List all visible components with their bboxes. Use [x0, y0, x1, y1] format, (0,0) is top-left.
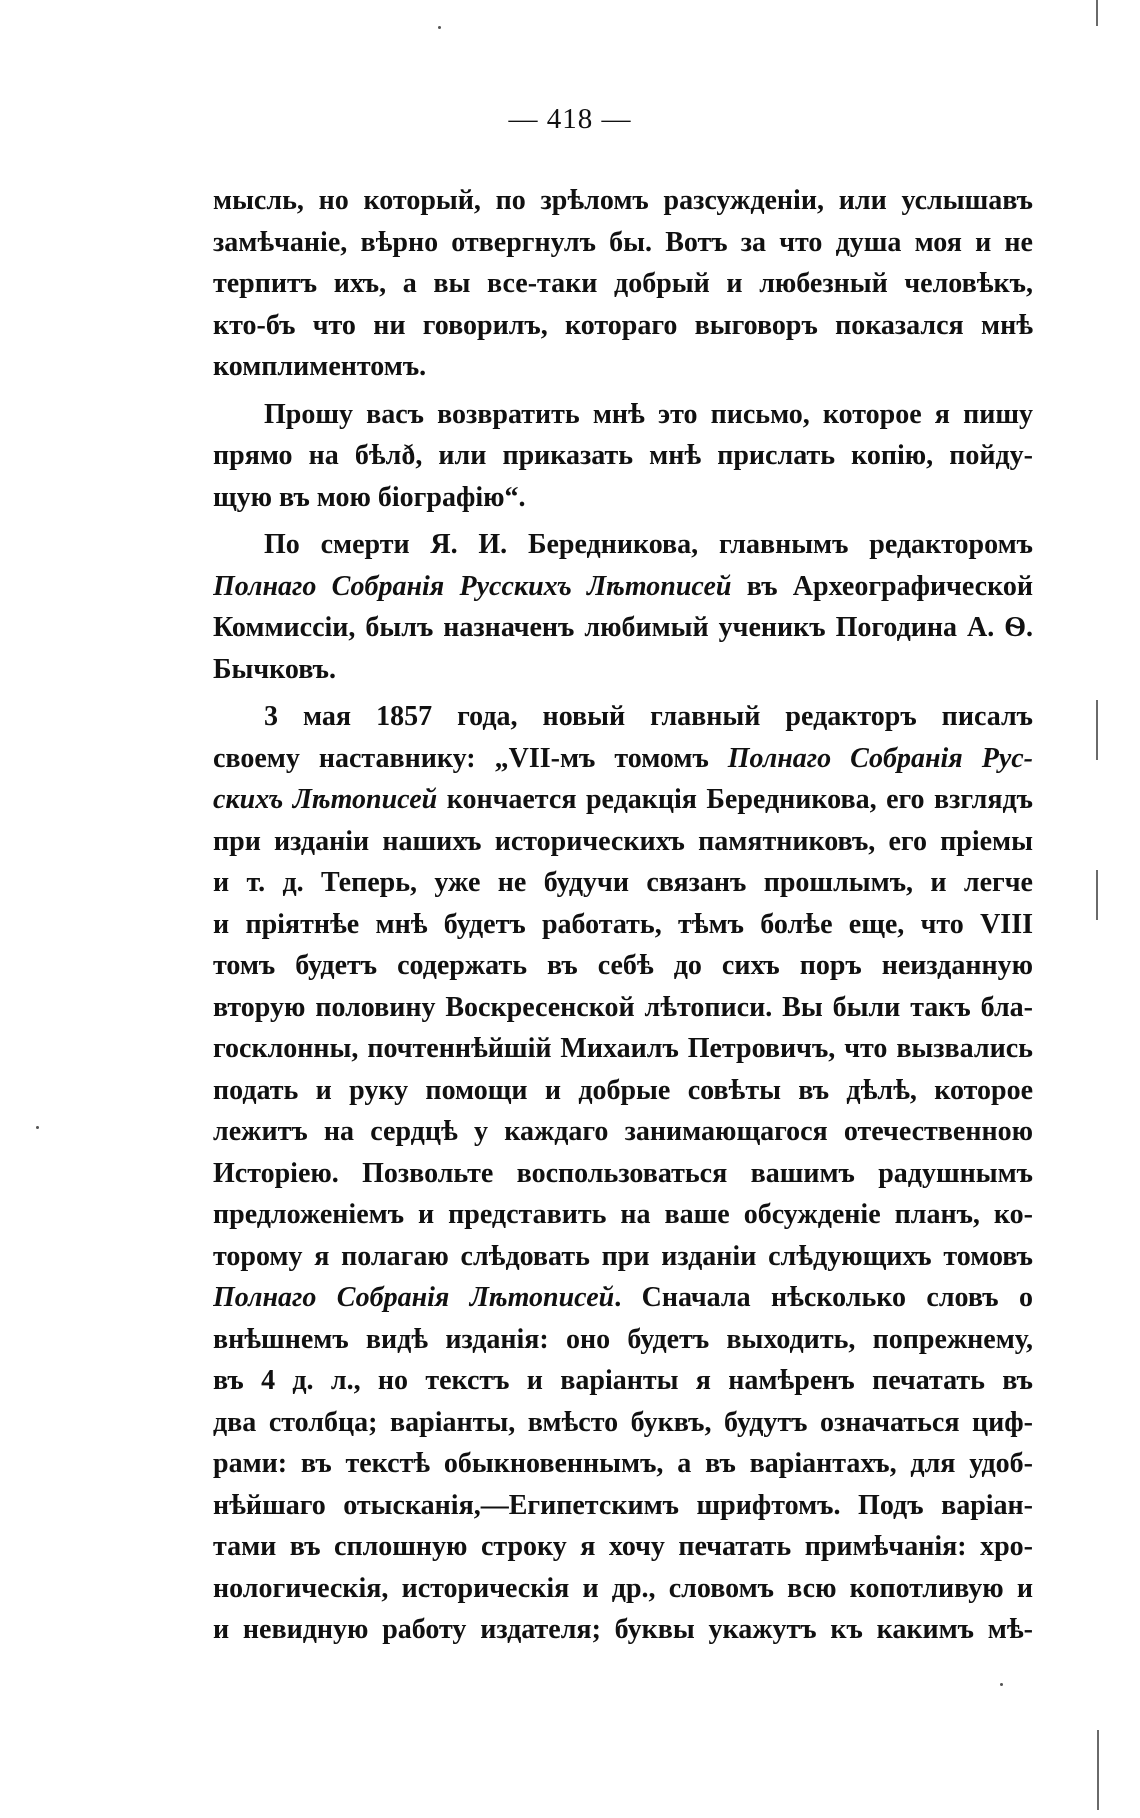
text-line: нѣйшаго отысканія,—Египетскимъ шрифтомъ. Подъ варіан-: [213, 1489, 1033, 1521]
text-line: внѣшнемъ видѣ изданія: оно будетъ выходить, попрежнему,: [213, 1323, 1033, 1355]
text-line: при изданіи нашихъ историческихъ памятниковъ, его пріемы: [213, 825, 1033, 857]
scan-speck: [1000, 1683, 1003, 1686]
text-line: торому я полагаю слѣдовать при изданіи слѣдующихъ томовъ: [213, 1240, 1033, 1272]
italic-title: Полнаго Собранія Рус-: [727, 742, 1033, 774]
scan-margin-line: [1097, 1730, 1099, 1810]
scan-margin-line: [1096, 0, 1098, 26]
text-line: [213, 738, 1033, 780]
text-segment: въ Археографической: [731, 570, 1033, 602]
text-line: [213, 779, 1033, 821]
text-line: вторую половину Воскресенской лѣтописи. Вы были такъ бла-: [213, 991, 1033, 1023]
text-line: замѣчаніе, вѣрно отвергнулъ бы. Вотъ за что душа моя и не: [213, 226, 1033, 258]
text-line: и невидную работу издателя; буквы укажутъ къ какимъ мѣ-: [213, 1614, 1033, 1645]
text-line: Исторіею. Позвольте воспользоваться вашимъ радушнымъ: [213, 1157, 1033, 1189]
text-line: [213, 566, 1033, 608]
scan-speck: [438, 26, 441, 29]
scan-speck: [36, 1126, 39, 1129]
italic-title: Полнаго Собранія Русскихъ Лѣтописей: [213, 570, 732, 602]
text-line: прямо на бѣлð, или приказать мнѣ прислать копію, пойду-: [213, 440, 1033, 471]
text-segment: кончается редакція Бередникова, его взглядъ: [437, 784, 1033, 815]
page-number: — 418 —: [508, 103, 632, 135]
text-line: тами въ сплошную строку я хочу печатать примѣчанія: хро-: [213, 1531, 1033, 1562]
text-line: два столбца; варіанты, вмѣсто буквъ, будутъ означаться циф-: [213, 1406, 1033, 1438]
text-line: щую въ мою біографію“.: [213, 481, 526, 513]
text-line: подать и руку помощи и добрые совѣты въ дѣлѣ, которое: [213, 1074, 1033, 1106]
text-line: и пріятнѣе мнѣ будетъ работать, тѣмъ болѣе еще, что VIII: [213, 908, 1033, 940]
italic-title: Полнаго Собранія Лѣтописей: [213, 1282, 615, 1313]
text-line: госклонны, почтеннѣйшій Михаилъ Петровичъ, что вызвались: [213, 1033, 1033, 1064]
text-line: [213, 1277, 1033, 1319]
text-line: комплиментомъ.: [213, 351, 427, 382]
body-text: [213, 180, 1033, 1651]
italic-title: скихъ Лѣтописей: [213, 784, 438, 815]
text-line: томъ будетъ содержать въ себѣ до сихъ поръ неизданную: [213, 950, 1033, 981]
text-line: терпитъ ихъ, а вы все-таки добрый и любезный человѣкъ,: [213, 268, 1033, 299]
text-segment: . Сначала нѣсколько словъ о: [614, 1282, 1033, 1313]
text-line: мысль, но который, по зрѣломъ разсужденіи, или услышавъ: [213, 185, 1033, 216]
text-line: Коммиссіи, былъ назначенъ любимый ученикъ Погодина А. Ѳ.: [213, 612, 1033, 643]
scan-margin-line: [1096, 700, 1098, 760]
text-line: предложеніемъ и представить на ваше обсужденіе планъ, ко-: [213, 1199, 1033, 1230]
text-line: Прошу васъ возвратить мнѣ это письмо, которое я пишу: [264, 398, 1033, 430]
text-line: Бычковъ.: [213, 653, 336, 685]
scan-margin-line: [1096, 870, 1098, 920]
text-line: 3 мая 1857 года, новый главный редакторъ писалъ: [264, 701, 1033, 732]
text-line: рами: въ текстѣ обыкновеннымъ, а въ варіантахъ, для удоб-: [213, 1448, 1033, 1479]
text-line: кто-бъ что ни говорилъ, котораго выговоръ показался мнѣ: [213, 309, 1033, 341]
text-line: нологическія, историческія и др., словомъ всю копотливую и: [213, 1572, 1033, 1604]
text-segment: своему наставнику: „VII-мъ томомъ: [213, 742, 728, 774]
text-line: въ 4 д. л., но текстъ и варіанты я намѣренъ печатать въ: [213, 1365, 1033, 1396]
text-line: и т. д. Теперь, уже не будучи связанъ прошлымъ, и легче: [213, 867, 1033, 898]
text-line: лежитъ на сердцѣ у каждаго занимающагося отечественною: [213, 1116, 1033, 1147]
text-line: По смерти Я. И. Бередникова, главнымъ редакторомъ: [264, 529, 1033, 560]
